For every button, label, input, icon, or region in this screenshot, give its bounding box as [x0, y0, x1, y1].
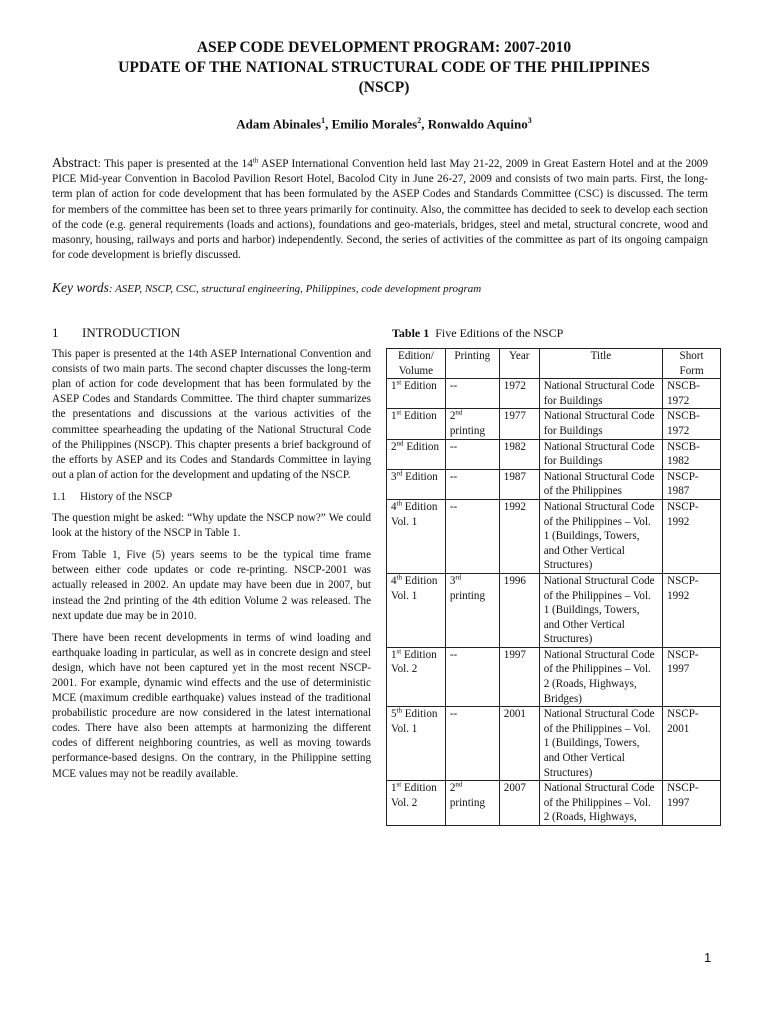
header-printing: Printing	[445, 349, 499, 379]
author-name: Adam Abinales	[236, 116, 322, 132]
header-edition: Edition/ Volume	[387, 349, 446, 379]
cell-title: National Structural Code of the Philippines – Vol. 1 (Buildings, Towers, and Other Vertical Structures)	[539, 707, 662, 781]
cell-edition	[387, 379, 446, 409]
cell-edition	[387, 647, 446, 706]
table-row	[387, 469, 721, 499]
printing-number: --	[449, 440, 458, 453]
cell-printing	[445, 781, 499, 826]
cell-title: National Structural Code for Buildings	[539, 439, 662, 469]
cell-short-form: NSCP-1997	[663, 781, 721, 826]
cell-edition	[387, 439, 446, 469]
section-number: 1	[52, 325, 59, 340]
edition-number: 5	[391, 708, 397, 721]
header-year: Year	[499, 349, 539, 379]
cell-short-form: NSCP-1992	[663, 573, 721, 647]
cell-title: National Structural Code of the Philippines – Vol. 2 (Roads, Highways,	[539, 781, 662, 826]
cell-printing	[445, 379, 499, 409]
table-row	[387, 573, 721, 647]
edition-number: 1	[391, 782, 397, 795]
table-caption	[392, 326, 563, 341]
cell-printing	[445, 499, 499, 573]
section-title: INTRODUCTION	[82, 325, 181, 340]
body-paragraph: There have been recent developments in terms of wind loading and earthquake loading in particular, as well as in concrete design and steel design, which have not been captured yet in the most recent NSCP-2001. For example, dynamic wind effects and the use of deterministic MCE (maximum credible earthquake) values instead of the traditional probabilistic procedure are now considered in the latest international codes. There have also been attempts at harmonizing the different codes of different neighboring countries, as well as moving towards performance-based designs. On the contrary, in the Philippine setting MCE values may not be readily available.	[52, 631, 371, 780]
edition-label: Edition Vol. 1	[391, 708, 438, 735]
ordinal-suffix: nd	[455, 408, 463, 417]
ordinal-suffix: nd	[396, 438, 404, 447]
table-caption-label: Table 1	[392, 326, 430, 340]
cell-year: 1987	[499, 469, 539, 499]
cell-year: 2001	[499, 707, 539, 781]
cell-year: 1977	[499, 409, 539, 439]
abstract-text-start: : This paper is presented at the 14	[97, 158, 253, 170]
cell-edition	[387, 707, 446, 781]
cell-edition	[387, 781, 446, 826]
author-separator: ,	[325, 116, 332, 132]
cell-printing	[445, 439, 499, 469]
author-separator: ,	[421, 116, 428, 132]
abstract-label: Abstract	[52, 155, 98, 170]
cell-printing	[445, 409, 499, 439]
cell-short-form: NSCB-1982	[663, 439, 721, 469]
printing-number: 2	[449, 410, 456, 423]
cell-title: National Structural Code of the Philippines – Vol. 1 (Buildings, Towers, and Other Vertical Structures)	[539, 573, 662, 647]
edition-label: Edition	[404, 380, 437, 393]
author-affiliation-mark: 2	[417, 116, 422, 125]
keywords	[52, 280, 708, 296]
table-caption-text: Five Editions of the NSCP	[435, 326, 564, 340]
ordinal-suffix: th	[396, 706, 402, 715]
cell-title: National Structural Code for Buildings	[539, 379, 662, 409]
cell-short-form: NSCP-1997	[663, 647, 721, 706]
table-row	[387, 499, 721, 573]
cell-title: National Structural Code of the Philippines – Vol. 1 (Buildings, Towers, and Other Vertical Structures)	[539, 499, 662, 573]
printing-label: printing	[449, 589, 485, 602]
header-title: Title	[539, 349, 662, 379]
edition-number: 1	[391, 380, 397, 393]
subsection-title: History of the NSCP	[80, 490, 173, 503]
edition-label: Edition Vol. 1	[391, 574, 438, 602]
cell-title: National Structural Code of the Philippines – Vol. 2 (Roads, Highways, Bridges)	[539, 647, 662, 706]
cell-year: 1972	[499, 379, 539, 409]
cell-printing	[445, 573, 499, 647]
table-header-row	[387, 349, 721, 379]
keywords-text: : ASEP, NSCP, CSC, structural engineering, Philippines, code development program	[108, 283, 482, 295]
abstract-text: ASEP International Convention held last May 21-22, 2009 in Great Eastern Hotel and at the 2009 PICE Mid-year Convention in Bacolod Pavilion Resort Hotel, Bacolod City in June 26-27, 2009 and consists of two main parts. First, the long-term plan of action for code development that has been formulated by the ASEP Codes and Standards Committee (CSC) is discussed. The term for members of the committee has been set to three years primarily for continuity. Also, the committee has decided to seek to develop each section of the code (e.g. general requirements (loads and actions), foundations and geo-materials, bridges, steel and metal, structural concrete, wood and masonry, housing, railways and ports and harbor) independently. Second, the series of activities of the committee as part of its ongoing campaign for code development is briefly discussed.	[52, 158, 708, 262]
edition-number: 4	[391, 500, 397, 513]
cell-printing	[445, 707, 499, 781]
table-row	[387, 439, 721, 469]
cell-year: 1996	[499, 573, 539, 647]
edition-number: 3	[391, 470, 397, 483]
edition-label: Edition Vol. 2	[391, 782, 437, 809]
edition-label: Edition	[406, 440, 439, 453]
edition-label: Edition Vol. 2	[391, 648, 437, 676]
printing-number: 3	[449, 574, 456, 587]
cell-printing	[445, 469, 499, 499]
cell-title: National Structural Code for Buildings	[539, 409, 662, 439]
table-row	[387, 647, 721, 706]
cell-edition	[387, 499, 446, 573]
ordinal-suffix: rd	[455, 573, 462, 582]
table-body	[387, 379, 721, 826]
keywords-label: Key words	[52, 280, 109, 295]
paper-title	[40, 38, 728, 98]
intro-paragraph: This paper is presented at the 14th ASEP International Convention and consists of two main parts. The second chapter discusses the long-term plan of action for code development that has been formulated by the ASEP Codes and Standards Committee. The third chapter summarizes the presentations and discussions at the various activities of the committee spearheading the updating of the National Structural Code of the Philippines (NSCP). This chapter presents a brief background of the efforts by ASEP and its Codes and Standards Committee in laying out a plan of action for the development and updating of the NSCP.	[52, 348, 371, 481]
cell-edition	[387, 469, 446, 499]
edition-label: Edition Vol. 1	[391, 500, 438, 528]
header-short-form: Short Form	[663, 349, 721, 379]
cell-year: 1997	[499, 647, 539, 706]
table-row	[387, 781, 721, 826]
printing-number: --	[449, 648, 458, 661]
ordinal-suffix: nd	[455, 780, 463, 789]
table-row	[387, 707, 721, 781]
ordinal-suffix: st	[396, 378, 402, 387]
table-row	[387, 379, 721, 409]
subsection-heading-history	[52, 490, 371, 505]
left-column	[52, 325, 371, 789]
edition-label: Edition	[404, 410, 437, 423]
printing-number: --	[449, 708, 458, 721]
ordinal-suffix: th	[396, 499, 402, 508]
ordinal-suffix: st	[396, 408, 402, 417]
cell-year: 1982	[499, 439, 539, 469]
ordinal-suffix: st	[396, 647, 402, 656]
printing-label: printing	[449, 796, 485, 809]
printing-label: printing	[449, 424, 485, 437]
cell-year: 2007	[499, 781, 539, 826]
cell-year: 1992	[499, 499, 539, 573]
edition-number: 2	[391, 440, 397, 453]
author-name: Emilio Morales	[331, 116, 418, 132]
title-line-1: ASEP CODE DEVELOPMENT PROGRAM: 2007-2010	[196, 39, 572, 56]
cell-short-form: NSCP-2001	[663, 707, 721, 781]
cell-printing	[445, 647, 499, 706]
edition-number: 1	[391, 410, 397, 423]
ordinal-suffix: th	[252, 156, 259, 165]
ordinal-suffix: rd	[396, 469, 403, 478]
printing-number: --	[449, 470, 458, 483]
edition-number: 4	[391, 574, 397, 587]
cell-short-form: NSCB-1972	[663, 379, 721, 409]
abstract	[52, 155, 708, 263]
page-number: 1	[704, 950, 712, 965]
author-affiliation-mark: 1	[321, 116, 326, 125]
printing-number: --	[449, 380, 458, 393]
ordinal-suffix: th	[396, 573, 402, 582]
cell-short-form: NSCP-1992	[663, 499, 721, 573]
editions-table	[386, 348, 721, 826]
subsection-number: 1.1	[52, 490, 66, 503]
cell-title: National Structural Code of the Philippines	[539, 469, 662, 499]
section-heading-introduction	[52, 325, 371, 340]
printing-number: --	[449, 500, 458, 513]
table-row	[387, 409, 721, 439]
edition-number: 1	[391, 648, 397, 661]
author-affiliation-mark: 3	[527, 116, 532, 125]
body-paragraph: From Table 1, Five (5) years seems to be the typical time frame between either code updates or code re-printing. NSCP-2001 was actually released in 2002. An update may have been due in 2007, but instead the 2nd printing of the 4th edition Volume 2 was released. The next update due may be in 2010.	[52, 549, 371, 622]
cell-short-form: NSCB-1972	[663, 409, 721, 439]
printing-number: 2	[449, 782, 456, 795]
edition-label: Edition	[405, 470, 438, 483]
author-list	[40, 116, 728, 132]
cell-edition	[387, 409, 446, 439]
ordinal-suffix: st	[396, 780, 402, 789]
title-line-3: (NSCP)	[358, 79, 410, 96]
cell-edition	[387, 573, 446, 647]
body-paragraph: The question might be asked: “Why update the NSCP now?” We could look at the history of the NSCP in Table 1.	[52, 512, 371, 540]
cell-short-form: NSCP-1987	[663, 469, 721, 499]
author-name: Ronwaldo Aquino	[427, 116, 528, 132]
title-line-2: UPDATE OF THE NATIONAL STRUCTURAL CODE OF THE PHILIPPINES	[118, 59, 650, 76]
